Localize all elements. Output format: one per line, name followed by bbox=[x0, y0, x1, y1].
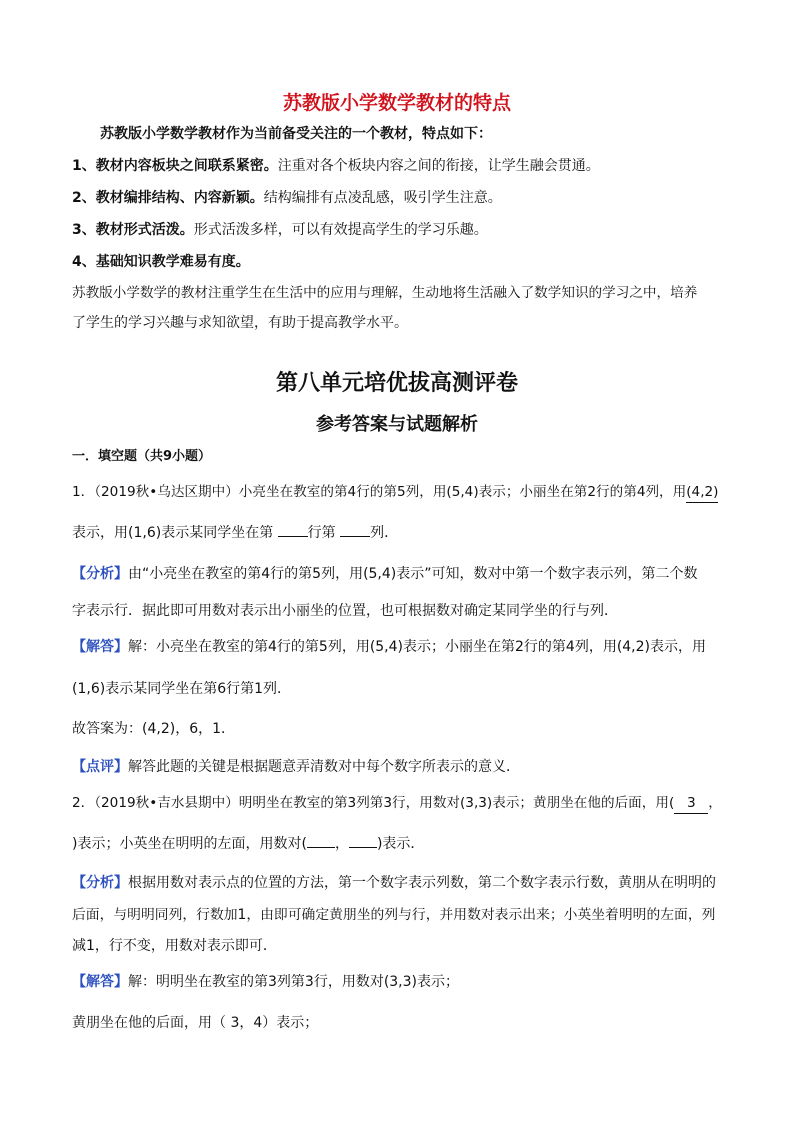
promo-point-3 bbox=[72, 220, 732, 240]
question-1-answer-line1 bbox=[72, 637, 732, 657]
promo-point-text: 注重对各个板块内容之间的衔接，让学生融会贯通。 bbox=[277, 158, 600, 174]
answer-blank bbox=[307, 847, 335, 848]
promo-point-1 bbox=[72, 156, 732, 176]
question-2-analysis-line3: 减1，行不变，用数对表示即可． bbox=[72, 938, 277, 954]
answer-blank bbox=[278, 536, 308, 537]
question-2-line2 bbox=[72, 834, 732, 854]
document-title: 第八单元培优拔高测评卷 bbox=[275, 370, 518, 396]
comment-tag: 【点评】 bbox=[72, 759, 128, 775]
question-text: ， bbox=[708, 795, 722, 811]
analysis-text: 根据用数对表示点的位置的方法，第一个数字表示列数，第二个数字表示行数，黄朋从在明明的 bbox=[128, 875, 716, 891]
analysis-tag: 【分析】 bbox=[72, 566, 128, 582]
promo-point-text: 结构编排有点凌乱感，吸引学生注意。 bbox=[263, 190, 502, 206]
promo-intro: 苏教版小学数学教材作为当前备受关注的一个教材，特点如下： bbox=[100, 126, 492, 142]
promo-point-4 bbox=[72, 252, 732, 272]
question-2-answer-line2: 黄朋坐在他的后面，用（ 3，4）表示； bbox=[72, 1015, 319, 1031]
promo-title: 苏教版小学数学教材的特点 bbox=[282, 92, 511, 114]
question-text: 表示，用(1,6)表示某同学坐在第 bbox=[72, 525, 274, 541]
answer-tag: 【解答】 bbox=[72, 639, 128, 655]
question-text: 1．（2019秋•乌达区期中）小亮坐在教室的第4行的第5列，用(5,4)表示；小丽坐在第2行的第4列，用 bbox=[72, 484, 687, 500]
answer-text: 解：小亮坐在教室的第4行的第5列，用(5,4)表示；小丽坐在第2行的第4列，用(4,2)表示，用 bbox=[128, 639, 707, 655]
promo-point-head: 2、教材编排结构、内容新颖。 bbox=[72, 190, 264, 206]
question-2-line1 bbox=[72, 793, 732, 814]
answer-blank bbox=[340, 536, 370, 537]
answer-blank: 3 bbox=[674, 793, 708, 814]
question-text: 列． bbox=[370, 525, 399, 541]
analysis-tag: 【分析】 bbox=[72, 875, 128, 891]
answer-tag: 【解答】 bbox=[72, 974, 128, 990]
question-1-analysis-line2: 字表示行．据此即可用数对表示出小丽坐的位置，也可根据数对确定某同学坐的行与列． bbox=[72, 603, 618, 619]
answer-blank bbox=[349, 847, 377, 848]
question-1-final-answer: 故答案为：(4,2)，6，1． bbox=[72, 721, 236, 737]
question-2-analysis-line1 bbox=[72, 873, 732, 893]
promo-point-text: 形式活泼多样，可以有效提高学生的学习乐趣。 bbox=[193, 222, 488, 238]
question-text: )表示． bbox=[376, 836, 425, 852]
question-1-comment bbox=[72, 757, 732, 777]
promo-summary-line1: 苏教版小学数学的教材注重学生在生活中的应用与理解，生动地将生活融入了数学知识的学习之中，培养 bbox=[72, 285, 698, 301]
question-text: ， bbox=[334, 836, 349, 852]
comment-text: 解答此题的关键是根据题意弄清数对中每个数字所表示的意义． bbox=[128, 759, 520, 775]
question-text: 行第 bbox=[307, 525, 336, 541]
question-text: )表示；小英坐在明明的左面，用数对( bbox=[72, 836, 307, 852]
question-1-line1 bbox=[72, 482, 732, 503]
promo-summary-line2: 了学生的学习兴趣与求知欲望，有助于提高教学水平。 bbox=[72, 315, 408, 331]
answer-text: 解：明明坐在教室的第3列第3行，用数对(3,3)表示； bbox=[128, 974, 460, 990]
promo-point-head: 4、基础知识教学难易有度。 bbox=[72, 254, 250, 270]
promo-point-2 bbox=[72, 188, 732, 208]
section-heading: 一．填空题（共9小题） bbox=[72, 449, 212, 464]
analysis-text: 由“小亮坐在教室的第4行的第5列，用(5,4)表示”可知，数对中第一个数字表示列，第二个数 bbox=[128, 566, 698, 582]
question-1-analysis-line1 bbox=[72, 564, 732, 584]
question-2-answer-line1 bbox=[72, 972, 732, 992]
question-text: 2．（2019秋•吉水县期中）明明坐在教室的第3列第3行，用数对(3,3)表示；黄朋坐在他的后面，用( bbox=[72, 795, 675, 811]
question-1-answer-line2: (1,6)表示某同学坐在第6行第1列． bbox=[72, 681, 292, 697]
promo-point-head: 3、教材形式活泼。 bbox=[72, 222, 194, 238]
question-1-line2 bbox=[72, 523, 732, 543]
question-2-analysis-line2: 后面，与明明同列，行数加1，由即可确定黄朋坐的列与行，并用数对表示出来；小英坐着明明的左面，列 bbox=[72, 907, 716, 923]
answer-blank: (4,2) bbox=[686, 482, 718, 503]
document-subtitle: 参考答案与试题解析 bbox=[316, 414, 478, 435]
promo-point-head: 1、教材内容板块之间联系紧密。 bbox=[72, 158, 278, 174]
